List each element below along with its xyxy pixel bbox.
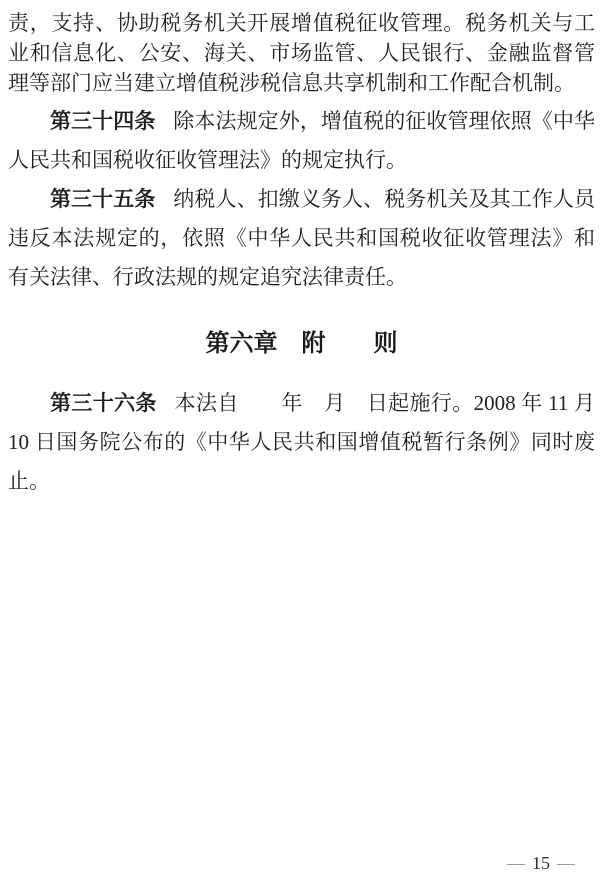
article-text: 本法自 年 月 日起施行。2008 年 11 月 10 日国务院公布的《中华人民共和国增值税暂行条例》同时废止。: [8, 391, 595, 493]
body-text: [8, 0, 595, 501]
footer: [500, 853, 582, 873]
chapter-heading: 第六章 附 则: [205, 330, 398, 357]
footer-dash-left: —: [507, 853, 525, 873]
article-number: 第三十五条: [50, 188, 156, 211]
article-paragraph-35: [8, 180, 595, 297]
article-text: 纳税人、扣缴义务人、税务机关及其工作人员违反本法规定的，依照《中华人民共和国税收征收管理法》和有关法律、行政法规的规定追究法律责任。: [8, 187, 596, 289]
article-number: 第三十六条: [50, 392, 157, 415]
page-number: 15: [532, 853, 550, 873]
footer-dash-right: —: [557, 853, 575, 873]
article-number: 第三十四条: [50, 110, 156, 133]
continuation-paragraph: 责，支持、协助税务机关开展增值税征收管理。税务机关与工业和信息化、公安、海关、市场监管、人民银行、金融监督管理等部门应当建立增值税涉税信息共享机制和工作配合机制。: [8, 11, 595, 95]
article-paragraph-34: [8, 102, 595, 180]
article-text: 除本法规定外，增值税的征收管理依照《中华人民共和国税收征收管理法》的规定执行。: [8, 109, 596, 172]
article-paragraph-36: [8, 384, 595, 501]
